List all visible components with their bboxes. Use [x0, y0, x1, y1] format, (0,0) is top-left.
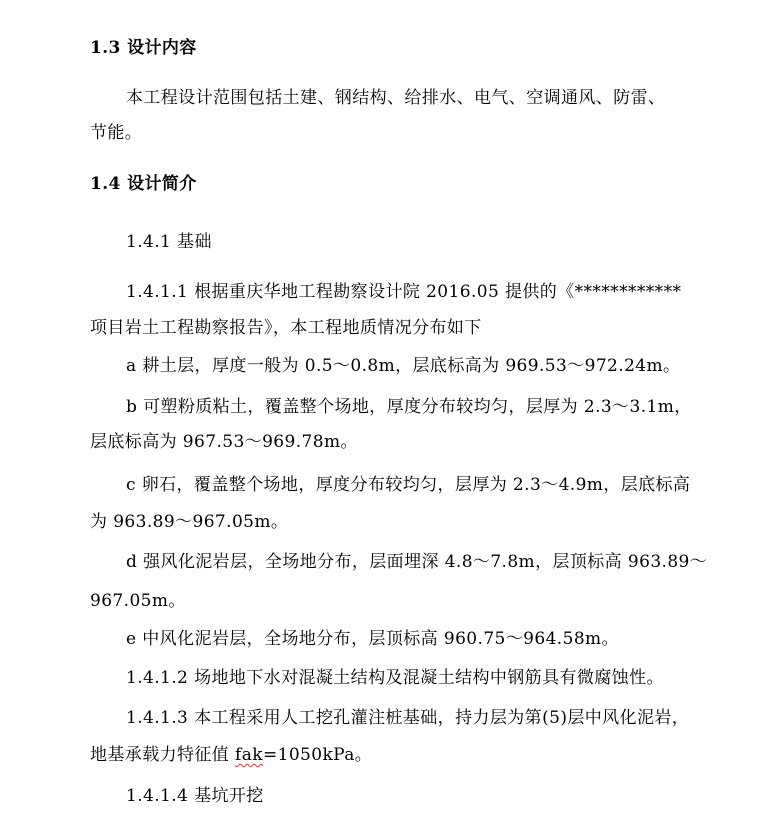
soil-layer-d-line-2: 967.05m。	[90, 591, 186, 611]
paragraph-1-4-1-3-line-1: 1.4.1.3 本工程采用人工挖孔灌注桩基础，持力层为第(5)层中风化泥岩，	[126, 708, 690, 728]
fak-term: fak	[235, 745, 263, 765]
soil-layer-c-line-2: 为 963.89～967.05m。	[90, 512, 289, 532]
bearing-capacity-label: 地基承载力特征值	[90, 745, 236, 765]
soil-layer-b-line-2: 层底标高为 967.53～969.78m。	[90, 432, 358, 452]
paragraph-1-4-1-1-line-2: 项目岩土工程勘察报告》，本工程地质情况分布如下	[90, 318, 482, 338]
soil-layer-b-line-1: b 可塑粉质粘土，覆盖整个场地，厚度分布较均匀，层厚为 2.3～3.1m，	[126, 397, 692, 417]
soil-layer-c-line-1: c 卵石，覆盖整个场地，厚度分布较均匀，层厚为 2.3～4.9m，层底标高	[126, 475, 691, 495]
paragraph-1-4-1-3-line-2	[90, 743, 372, 767]
soil-layer-e: e 中风化泥岩层，全场地分布，层顶标高 960.75～964.58m。	[126, 629, 619, 649]
section-heading-1-3: 1.3 设计内容	[90, 38, 197, 58]
soil-layer-a: a 耕土层，厚度一般为 0.5～0.8m，层底标高为 969.53～972.24m。	[126, 356, 681, 376]
paragraph-1-4-1-2: 1.4.1.2 场地地下水对混凝土结构及混凝土结构中钢筋具有微腐蚀性。	[126, 668, 664, 688]
design-scope-paragraph-line-1: 本工程设计范围包括土建、钢结构、给排水、电气、空调通风、防雷、	[126, 88, 666, 108]
paragraph-1-4-1-1-line-1: 1.4.1.1 根据重庆华地工程勘察设计院 2016.05 提供的《************	[126, 282, 682, 302]
section-heading-1-4: 1.4 设计简介	[90, 174, 197, 194]
paragraph-1-4-1-4: 1.4.1.4 基坑开挖	[126, 786, 264, 806]
bearing-capacity-value: =1050kPa。	[262, 745, 373, 765]
design-scope-paragraph-line-2: 节能。	[90, 123, 143, 143]
soil-layer-d-line-1: d 强风化泥岩层，全场地分布，层面埋深 4.8～7.8m，层顶标高 963.89～	[126, 552, 708, 572]
subsection-title-1-4-1: 1.4.1 基础	[126, 232, 212, 252]
